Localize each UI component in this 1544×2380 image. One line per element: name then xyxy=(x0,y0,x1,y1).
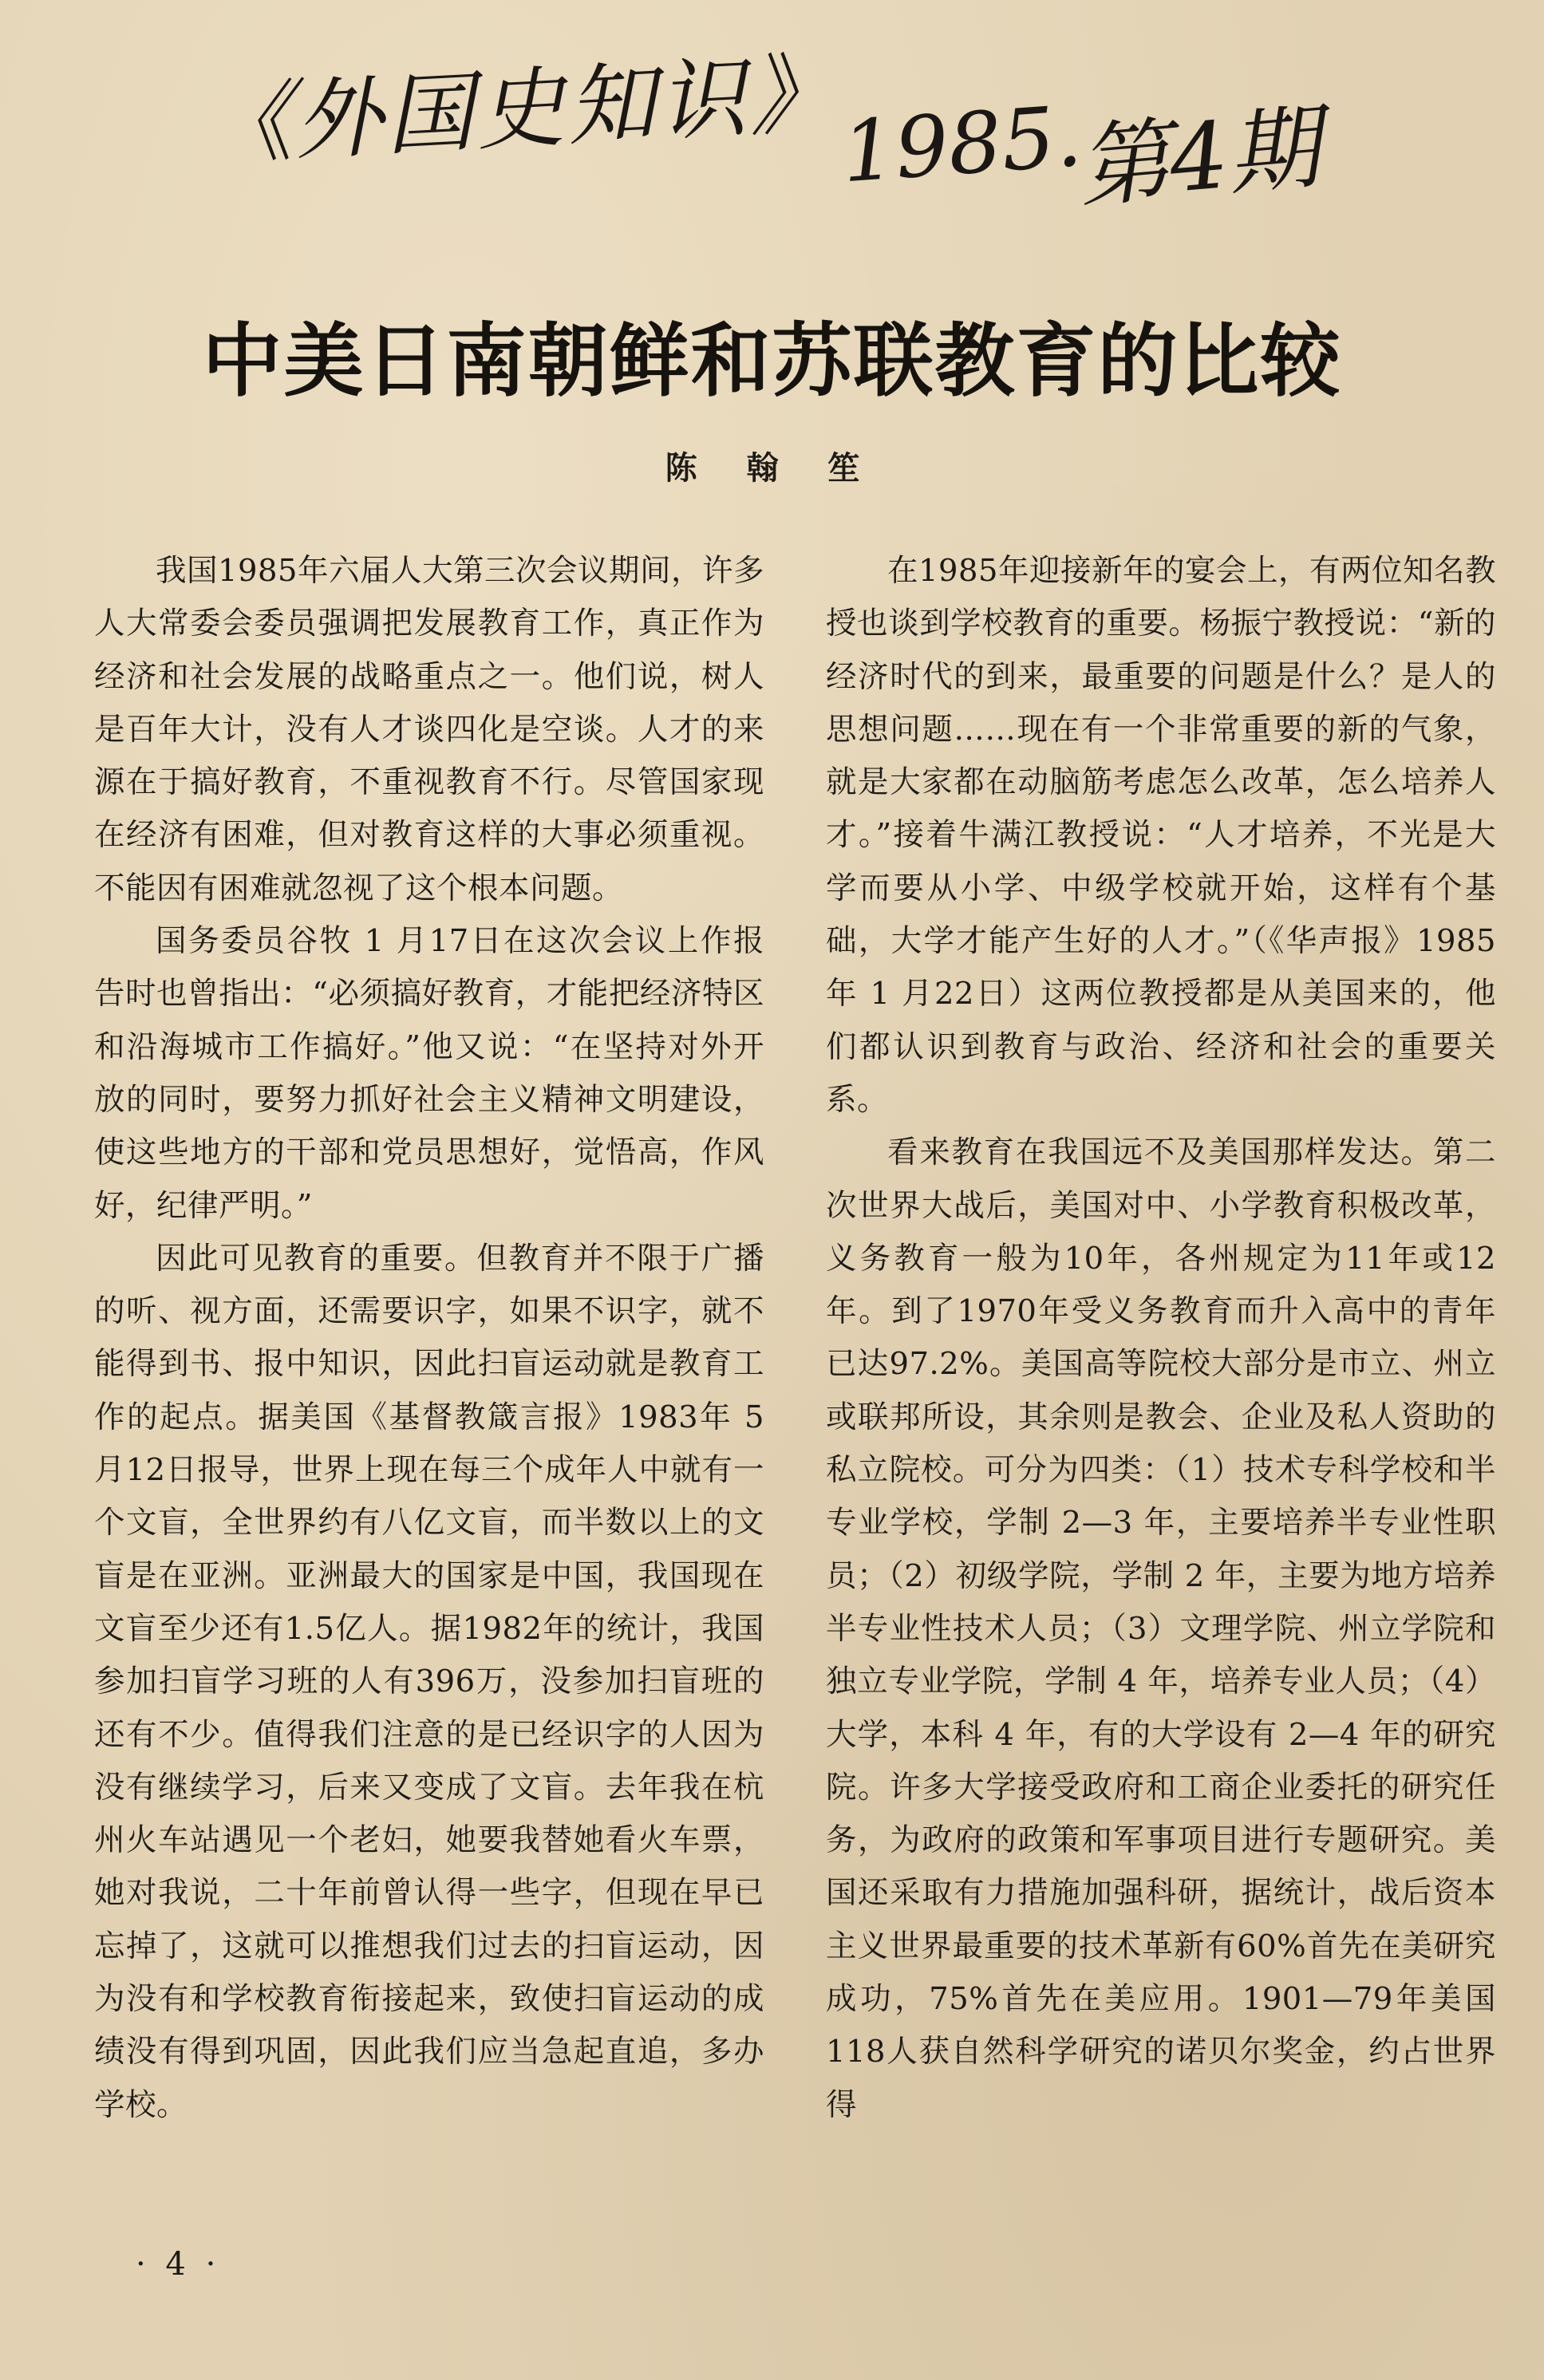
paragraph: 我国1985年六届人大第三次会议期间，许多人大常委会委员强调把发展教育工作，真正作为经济和社会发展的战略重点之一。他们说，树人是百年大计，没有人才谈四化是空谈。人才的来源在于搞好教育，不重视教育不行。尽管国家现在经济有困难，但对教育这样的大事必须重视。不能因有困难就忽视了这个根本问题。 xyxy=(94,553,764,906)
handwritten-citation-note xyxy=(201,41,1337,222)
paragraph: 国务委员谷牧 1 月17日在这次会议上作报告时也曾指出：“必须搞好教育，才能把经济特区和沿海城市工作搞好。”他又说：“在坚持对外开放的同时，要努力抓好社会主义精神文明建设，使这些地方的干部和党员思想好，觉悟高，作风好，纪律严明。” xyxy=(94,923,764,1224)
paragraph: 在1985年迎接新年的宴会上，有两位知名教授也谈到学校教育的重要。杨振宁教授说：“新的经济时代的到来，最重要的问题是什么？是人的思想问题……现在有一个非常重要的新的气象，就是大家都在动脑筋考虑怎么改革，怎么培养人才。”接着牛满江教授说：“人才培养，不光是大学而要从小学、中级学校就开始，这样有个基础，大学才能产生好的人才。”（《华声报》1985年 1 月22日）这两位教授都是从美国来的，他们都认识到教育与政治、经济和社会的重要关系。 xyxy=(826,553,1496,1118)
handwritten-year: 1985. xyxy=(839,87,1085,202)
handwritten-journal-name: 《外国史知识》 xyxy=(201,41,843,177)
article-title: 中美日南朝鲜和苏联教育的比较 xyxy=(202,314,1342,408)
page-number: · 4 · xyxy=(136,2246,221,2283)
right-text-column xyxy=(826,545,1496,2132)
left-text-column xyxy=(94,545,764,2132)
paragraph: 看来教育在我国远不及美国那样发达。第二次世界大战后，美国对中、小学教育积极改革，义务教育一般为10年，各州规定为11年或12年。到了1970年受义务教育而升入高中的青年已达97.2%。美国高等院校大部分是市立、州立或联邦所设，其余则是教会、企业及私人资助的私立院校。可分为四类：（1）技术专科学校和半专业学校，学制 2—3 年，主要培养半专业性职员；（2）初级学院，学制 2 年，主要为地方培养半专业性技术人员；（3）文理学院、州立学院和独立专业学院，学制 4 年，培养专业人员；（4）大学，本科 4 年，有的大学设有 2—4 年的研究院。许多大学接受政府和工商企业委托的研究任务，为政府的政策和军事项目进行专题研究。美国还采取有力措施加强科研，据统计，战后资本主义世界最重要的技术革新有60%首先在美研究成功，75%首先在美应用。1901—79年美国118人获自然科学研究的诺贝尔奖金，约占世界得 xyxy=(826,1135,1496,2123)
article-author: 陈 翰 笙 xyxy=(665,450,879,487)
handwritten-issue: 第4期 xyxy=(1073,94,1325,222)
paragraph: 因此可见教育的重要。但教育并不限于广播的听、视方面，还需要识字，如果不识字，就不能得到书、报中知识，因此扫盲运动就是教育工作的起点。据美国《基督教箴言报》1983年 5 月12日报导，世界上现在每三个成年人中就有一个文盲，全世界约有八亿文盲，而半数以上的文盲是在亚洲。亚洲最大的国家是中国，我国现在文盲至少还有1.5亿人。据1982年的统计，我国参加扫盲学习班的人有396万，没参加扫盲班的还有不少。值得我们注意的是已经识字的人因为没有继续学习，后来又变成了文盲。去年我在杭州火车站遇见一个老妇，她要我替她看火车票，她对我说，二十年前曾认得一些字，但现在早已忘掉了，这就可以推想我们过去的扫盲运动，因为没有和学校教育衔接起来，致使扫盲运动的成绩没有得到巩固，因此我们应当急起直追，多办学校。 xyxy=(94,1240,764,2123)
